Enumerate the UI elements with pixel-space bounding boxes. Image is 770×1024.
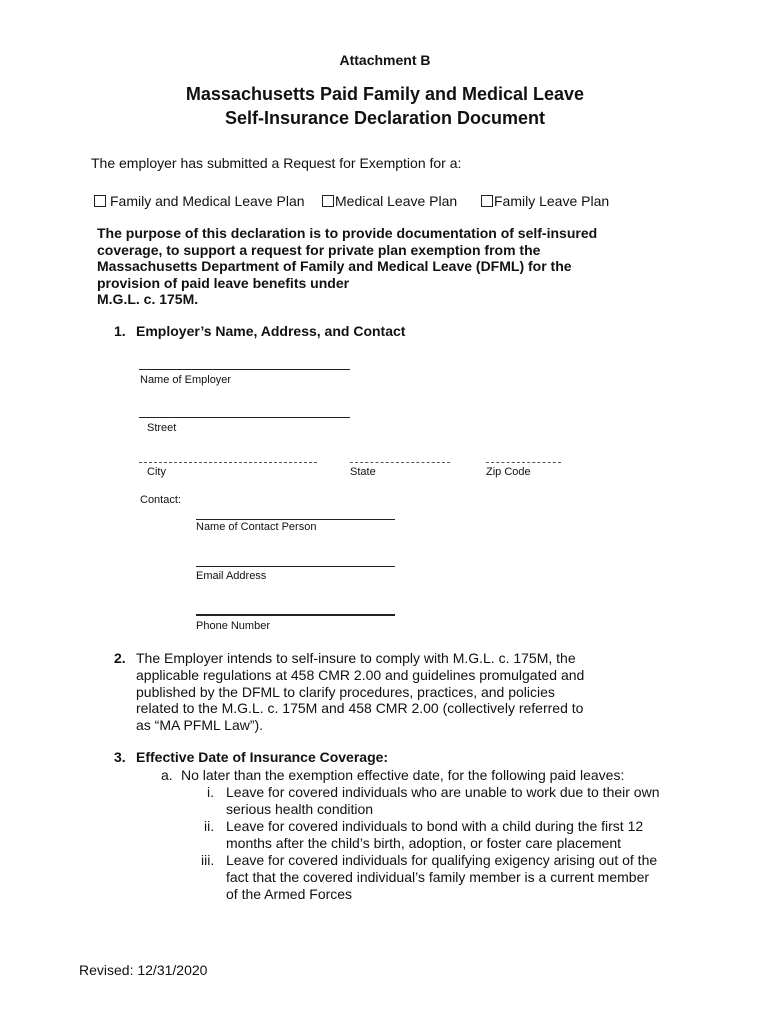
checkbox-medical[interactable] [322,195,334,207]
option-family-medical[interactable] [94,193,305,209]
contact-person-label: Name of Contact Person [196,521,317,533]
employer-name-label: Name of Employer [140,374,232,386]
purpose-statement: The purpose of this declaration is to provide documentation of self-insured coverage, to support a request for private plan exemption from the Massachusetts Department of Family and Medical Leave (DFML) for the provision of paid leave benefits under M.G.L. c. 175M. [97,225,598,308]
checkbox-family-medical[interactable] [94,195,106,207]
intro-text: The employer has submitted a Request for Exemption for a: [91,155,462,171]
employer-name-field[interactable] [139,369,350,370]
section1-heading: Employer’s Name, Address, and Contact [136,323,406,339]
option-family[interactable] [481,193,609,209]
item-ii-marker: ii. [204,818,215,834]
option-label: Medical Leave Plan [335,193,458,209]
zip-label: Zip Code [486,466,531,478]
street-field[interactable] [139,417,350,418]
city-label: City [147,466,166,478]
section1-number: 1. [114,323,126,339]
option-label: Family Leave Plan [494,193,610,209]
street-label: Street [147,422,177,434]
attachment-label: Attachment B [339,52,431,68]
state-label: State [350,466,376,478]
section2-number: 2. [114,650,126,666]
item-i-marker: i. [207,784,214,800]
contact-person-field[interactable] [196,519,395,520]
phone-field[interactable] [196,614,395,616]
item-ii-text: Leave for covered individuals to bond with a child during the first 12 months after the child’s birth, adoption, or foster care placement [226,818,644,851]
item-i-text: Leave for covered individuals who are unable to work due to their own serious health condition [226,784,660,817]
document-title-line1: Massachusetts Paid Family and Medical Leave [185,84,585,104]
section3-a-marker: a. [161,767,173,783]
city-field[interactable] [139,462,317,463]
phone-label: Phone Number [196,620,270,632]
option-label: Family and Medical Leave Plan [110,193,305,209]
email-field[interactable] [196,566,395,567]
zip-field[interactable] [486,462,561,463]
section3-a-text: No later than the exemption effective date, for the following paid leaves: [181,767,625,783]
contact-label: Contact: [140,494,181,506]
section3-number: 3. [114,749,126,765]
checkbox-family[interactable] [481,195,493,207]
email-label: Email Address [196,570,267,582]
state-field[interactable] [350,462,450,463]
section2-text: The Employer intends to self-insure to comply with M.G.L. c. 175M, the applicable regulations at 458 CMR 2.00 and guidelines promulgated and published by the DFML to clarify procedures, practices, and policies related to the M.G.L. c. 175M and 458 CMR 2.00 (collectively referred to as “MA PFML Law”). [136,650,585,734]
option-medical[interactable] [322,193,457,209]
section3-heading: Effective Date of Insurance Coverage: [136,749,389,765]
item-iii-marker: iii. [201,852,215,868]
revised-date: Revised: 12/31/2020 [79,962,208,978]
document-title-line2: Self-Insurance Declaration Document [224,108,546,128]
item-iii-text: Leave for covered individuals for qualifying exigency arising out of the fact that the covered individual’s family member is a current member of the Armed Forces [226,852,658,902]
